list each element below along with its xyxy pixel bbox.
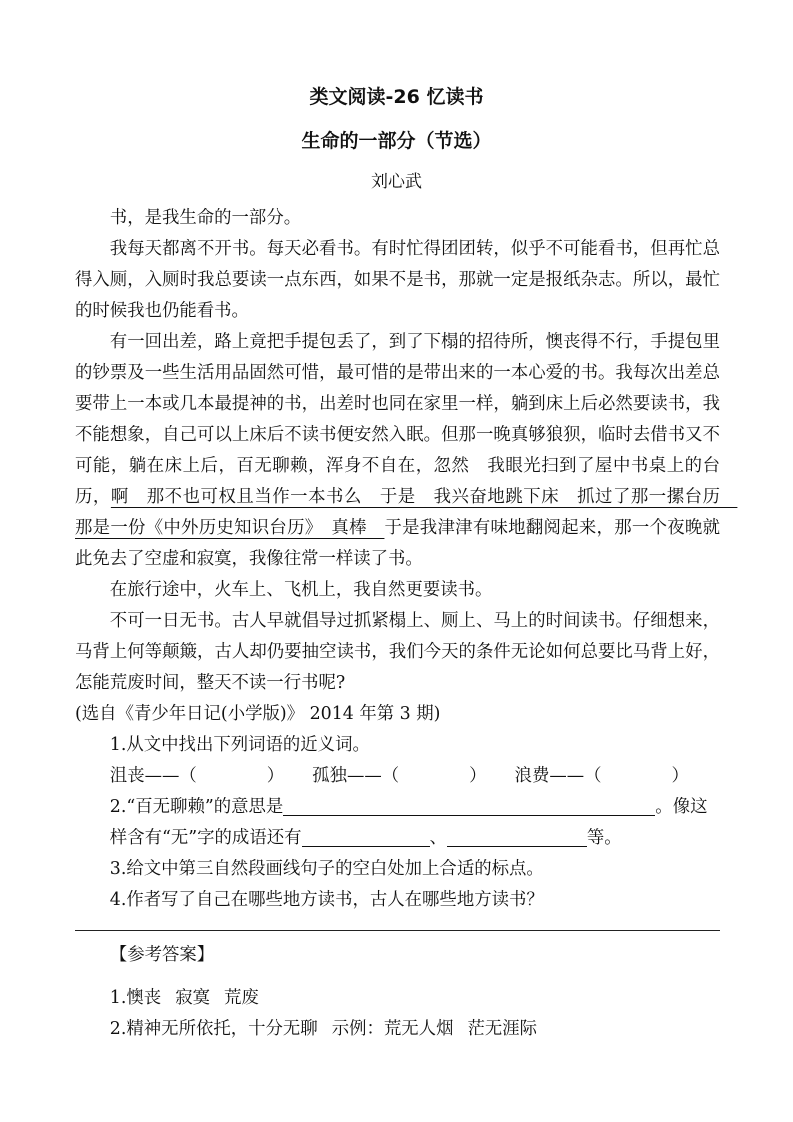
answer-1-item: 寂寞 bbox=[175, 988, 210, 1008]
answer-2-example: 茫无涯际 bbox=[467, 1019, 538, 1039]
question-2-line-2 bbox=[75, 823, 720, 854]
article-title: 生命的一部分（节选） bbox=[301, 130, 492, 152]
answer-1-item: 荒废 bbox=[223, 988, 259, 1008]
synonym-word-3: 浪费——（ bbox=[514, 766, 602, 786]
answer-heading: 【参考答案】 bbox=[109, 945, 215, 965]
synonym-close-3: ） bbox=[671, 766, 689, 786]
answer-section bbox=[75, 940, 720, 1045]
answer-2-example: 荒无人烟 bbox=[383, 1019, 454, 1039]
question-2-separator: 、 bbox=[429, 828, 447, 848]
question-2-text-a: 2.“百无聊赖”的意思是 bbox=[109, 797, 284, 817]
question-2-text-c: 样含有“无”字的成语还有 bbox=[109, 828, 302, 848]
source-citation: (选自《青少年日记(小学版)》 2014 年第 3 期) bbox=[75, 704, 441, 724]
paragraph-3 bbox=[75, 327, 738, 575]
synonym-word-1: 沮丧——（ bbox=[109, 766, 197, 786]
paragraph-3-text-b: 于是我津津有味地翻阅起来，那一个夜晚就此免去了空虚和寂寞，我像往常一样读了书。 bbox=[75, 518, 720, 569]
question-1-words bbox=[75, 761, 720, 792]
answer-1-item: 懊丧 bbox=[126, 988, 162, 1008]
paragraph-5: 不可一日无书。古人早就倡导过抓紧榻上、厕上、马上的时间读书。仔细想来，马背上何等颠簸，古人却仍要抽空读书，我们今天的条件无论如何总要比马背上好，怎能荒废时间，整天不读一行书呢? bbox=[75, 611, 720, 693]
paragraph-1: 书，是我生命的一部分。 bbox=[109, 208, 302, 228]
answer-1 bbox=[75, 983, 720, 1014]
answer-2-meaning: 精神无所依托，十分无聊 bbox=[126, 1019, 318, 1039]
question-2-text-b: 。像这 bbox=[655, 797, 708, 817]
paragraph-2: 我每天都离不开书。每天必看书。有时忙得团团转，似乎不可能看书，但再忙总得入厕，入厕时我总要读一点东西，如果不是书，那就一定是报纸杂志。所以，最忙的时候我也仍能看书。 bbox=[75, 239, 720, 321]
synonym-close-2: ） bbox=[469, 766, 487, 786]
answer-divider bbox=[75, 930, 720, 931]
synonym-word-2: 孤独——（ bbox=[312, 766, 400, 786]
underlined-sentence: 啊 那不也可权且当作一本书么 于是 我兴奋地跳下床 抓过了那一摞台历 那是一份《中外历史知识台历》 真棒 bbox=[75, 487, 738, 538]
idiom-blank-2[interactable] bbox=[447, 826, 587, 847]
paragraph-3-text-a: 有一回出差，路上竟把手提包丢了，到了下榻的招待所，懊丧得不行，手提包里的钞票及一些生活用品固然可惜，最可惜的是带出来的一本心爱的书。我每次出差总要带上一本或几本最提神的书，出差时也同在家里一样，躺到床上后必然要读书，我不能想象，自己可以上床后不读书便安然入眠。但那一晚真够狼狈，临时去借书又不可能，躺在床上后，百无聊赖，浑身不自在，忽然 我眼光扫到了屋中书桌上的台历， bbox=[75, 332, 720, 507]
answer-2-label: 2. bbox=[109, 1019, 127, 1039]
question-3: 3.给文中第三自然段画线句子的空白处加上合适的标点。 bbox=[109, 859, 544, 879]
question-2-text-d: 等。 bbox=[586, 828, 622, 848]
document-title: 类文阅读-26 忆读书 bbox=[309, 86, 484, 108]
answer-2-example-label: 示例： bbox=[331, 1019, 384, 1039]
answer-2 bbox=[75, 1014, 720, 1045]
synonym-close-1: ） bbox=[266, 766, 285, 786]
article-author: 刘心武 bbox=[371, 172, 422, 192]
question-4: 4.作者写了自己在哪些地方读书，古人在哪些地方读书？ bbox=[109, 890, 544, 910]
meaning-blank[interactable] bbox=[283, 795, 655, 816]
question-2-line-1 bbox=[75, 792, 720, 823]
answer-1-label: 1. bbox=[109, 988, 127, 1008]
question-1: 1.从文中找出下列词语的近义词。 bbox=[109, 735, 370, 755]
idiom-blank-1[interactable] bbox=[302, 826, 430, 847]
paragraph-4: 在旅行途中，火车上、飞机上，我自然更要读书。 bbox=[109, 580, 493, 600]
passage bbox=[75, 203, 738, 916]
